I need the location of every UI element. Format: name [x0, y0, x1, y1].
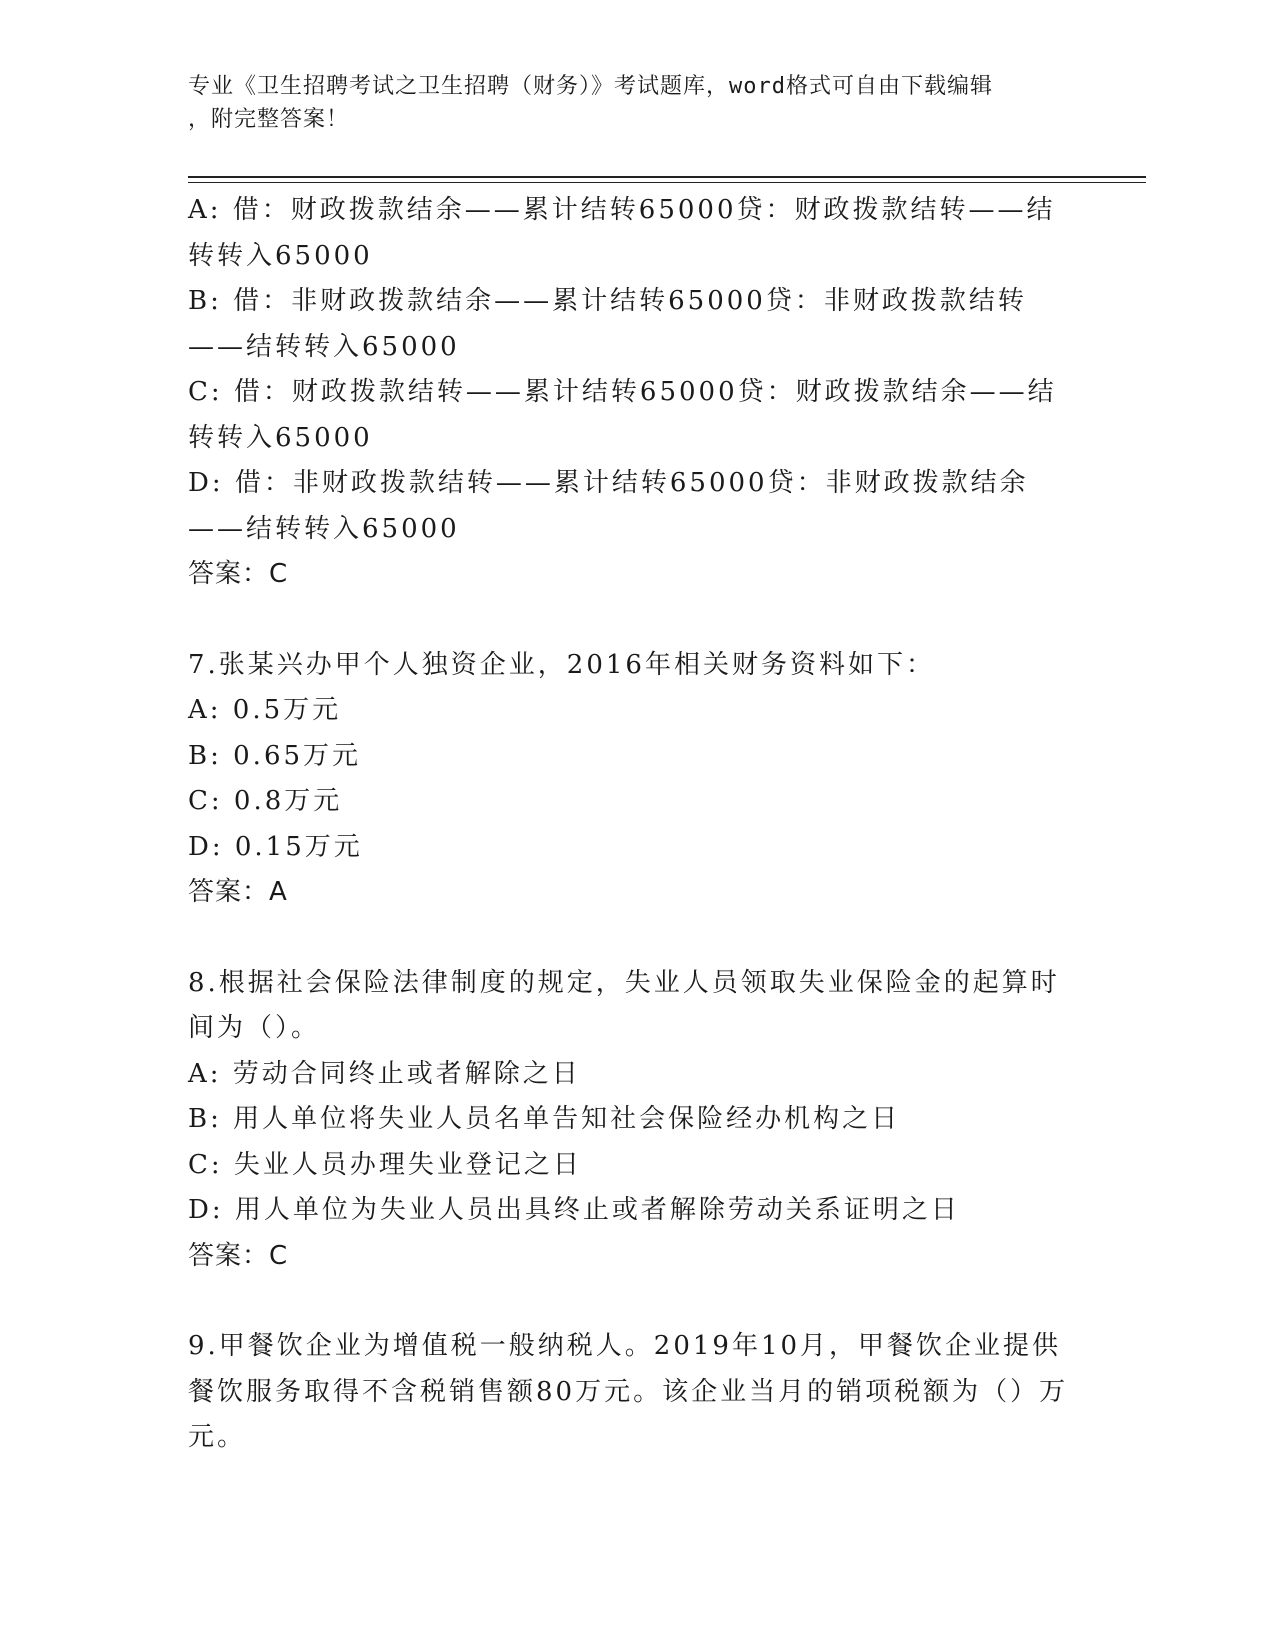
- option-b: B: 借：非财政拨款结余——累计结转65000贷：非财政拨款结转——结转转入65000: [188, 286, 1027, 362]
- answer-line: 答案：C: [188, 1240, 289, 1271]
- question-stem: 7.张某兴办甲个人独资企业，2016年相关财务资料如下：: [188, 649, 935, 680]
- option-d: D: 借：非财政拨款结转——累计结转65000贷：非财政拨款结余——结转转入65000: [188, 468, 1029, 544]
- answer-line: 答案：A: [188, 877, 288, 907]
- question-list: [188, 188, 1078, 1461]
- question-spacer: [188, 598, 1078, 643]
- option-b: B: 用人单位将失业人员名单告知社会保险经办机构之日: [188, 1104, 901, 1134]
- header-divider-thick: [188, 176, 1146, 178]
- question-7: [188, 643, 1078, 916]
- option-d: D: 0.15万元: [188, 831, 363, 862]
- question-spacer: [188, 1279, 1078, 1324]
- option-a: A: 劳动合同终止或者解除之日: [188, 1058, 581, 1089]
- option-c: C: 借：财政拨款结转——累计结转65000贷：财政拨款结余——结转转入65000: [188, 377, 1057, 453]
- question-9: [188, 1324, 1078, 1461]
- option-c: C: 失业人员办理失业登记之日: [188, 1149, 582, 1180]
- option-c: C: 0.8万元: [188, 786, 343, 816]
- option-a: A: 0.5万元: [188, 695, 342, 725]
- question-6-continued: [188, 188, 1078, 598]
- option-d: D: 用人单位为失业人员出具终止或者解除劳动关系证明之日: [188, 1195, 960, 1225]
- document-header: [188, 70, 1068, 136]
- question-stem: 8.根据社会保险法律制度的规定，失业人员领取失业保险金的起算时间为（）。: [188, 967, 1060, 1043]
- option-b: B: 0.65万元: [188, 740, 362, 771]
- answer-line: 答案：C: [188, 559, 289, 589]
- option-a: A: 借：财政拨款结余——累计结转65000贷：财政拨款结转——结转转入65000: [188, 195, 1056, 271]
- question-spacer: [188, 916, 1078, 961]
- question-8: [188, 961, 1078, 1280]
- header-divider-thin: [188, 182, 1146, 183]
- header-line-2: ，附完整答案！: [188, 107, 350, 132]
- question-stem: 9.甲餐饮企业为增值税一般纳税人。2019年10月，甲餐饮企业提供餐饮服务取得不含税销售额80万元。该企业当月的销项税额为（）万元。: [188, 1331, 1069, 1452]
- header-line-1: 专业《卫生招聘考试之卫生招聘（财务）》考试题库，word格式可自由下载编辑: [188, 74, 993, 99]
